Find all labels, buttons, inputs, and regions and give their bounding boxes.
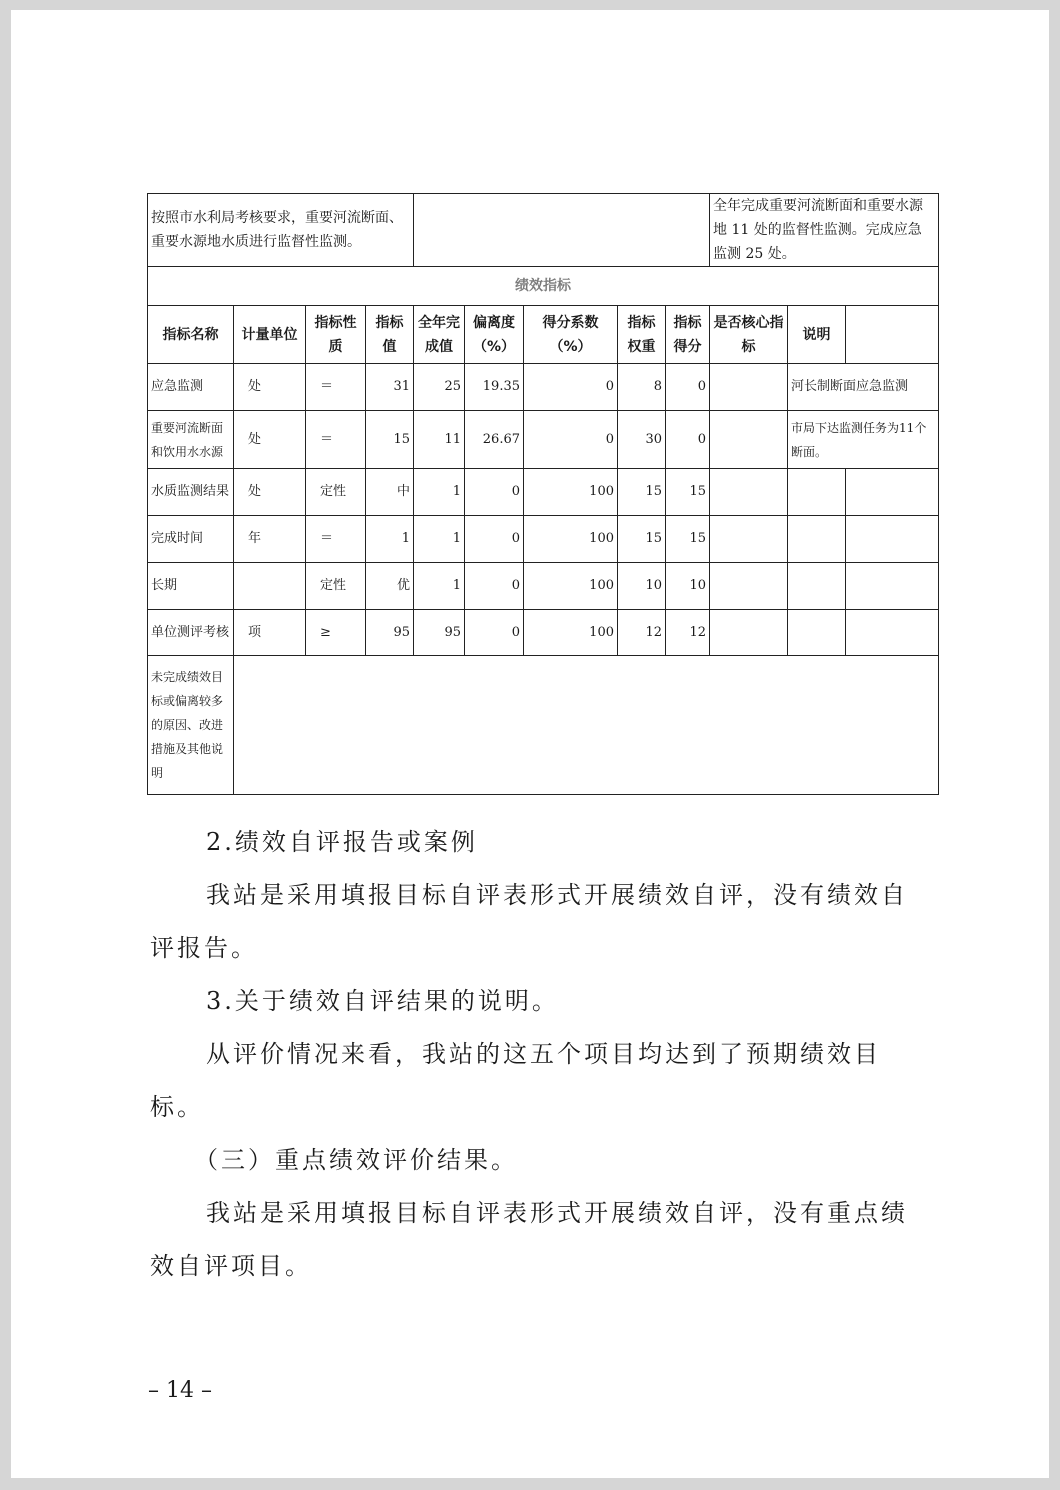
cell-score-coef: 100 bbox=[524, 610, 618, 656]
cell-score-coef: 100 bbox=[524, 563, 618, 610]
cell-core bbox=[710, 469, 788, 516]
col-header-unit: 计量单位 bbox=[234, 306, 306, 364]
cell-name: 长期 bbox=[148, 563, 234, 610]
col-header-score: 指标得分 bbox=[666, 306, 710, 364]
table-row bbox=[148, 656, 939, 795]
cell-actual: 1 bbox=[414, 469, 465, 516]
cell-name: 重要河流断面和饮用水水源 bbox=[148, 411, 234, 469]
cell-name: 单位测评考核 bbox=[148, 610, 234, 656]
cell-score-coef: 0 bbox=[524, 411, 618, 469]
cell-deviation: 0 bbox=[465, 469, 524, 516]
cell-unit: 处 bbox=[234, 469, 306, 516]
cell-deviation: 19.35 bbox=[465, 364, 524, 411]
body-text bbox=[150, 816, 920, 1293]
cell-score-coef: 100 bbox=[524, 469, 618, 516]
cell-nature: 定性 bbox=[306, 469, 366, 516]
cell-deviation: 0 bbox=[465, 563, 524, 610]
cell-score: 12 bbox=[666, 610, 710, 656]
table-row bbox=[148, 194, 939, 267]
cell-actual: 1 bbox=[414, 563, 465, 610]
cell-extra bbox=[846, 563, 939, 610]
cell-weight: 12 bbox=[618, 610, 666, 656]
cell-score: 15 bbox=[666, 469, 710, 516]
cell-name: 完成时间 bbox=[148, 516, 234, 563]
cell-remark bbox=[788, 516, 846, 563]
cell-unit: 处 bbox=[234, 411, 306, 469]
table-row bbox=[148, 516, 939, 563]
cell-nature: ＝ bbox=[306, 364, 366, 411]
col-header-remark: 说明 bbox=[788, 306, 846, 364]
col-header-target: 指标值 bbox=[366, 306, 414, 364]
paragraph: 我站是采用填报目标自评表形式开展绩效自评，没有重点绩效自评项目。 bbox=[150, 1199, 908, 1280]
cell-score: 0 bbox=[666, 364, 710, 411]
cell-extra bbox=[846, 516, 939, 563]
cell-remark: 市局下达监测任务为11个断面。 bbox=[788, 411, 939, 469]
cell-weight: 10 bbox=[618, 563, 666, 610]
cell-remark bbox=[788, 469, 846, 516]
table-row bbox=[148, 364, 939, 411]
col-header-core: 是否核心指标 bbox=[710, 306, 788, 364]
cell-remark bbox=[788, 610, 846, 656]
paragraph: 从评价情况来看，我站的这五个项目均达到了预期绩效目标。 bbox=[150, 1040, 881, 1121]
cell-nature: ＝ bbox=[306, 411, 366, 469]
footer-label: 未完成绩效目标或偏离较多的原因、改进措施及其他说明 bbox=[148, 656, 234, 795]
table-row bbox=[148, 469, 939, 516]
cell-weight: 15 bbox=[618, 469, 666, 516]
table-row bbox=[148, 411, 939, 469]
goal-blank bbox=[414, 194, 710, 267]
col-header-actual: 全年完成值 bbox=[414, 306, 465, 364]
cell-score: 10 bbox=[666, 563, 710, 610]
cell-unit: 处 bbox=[234, 364, 306, 411]
cell-unit bbox=[234, 563, 306, 610]
cell-core bbox=[710, 364, 788, 411]
col-header-score-coef: 得分系数（%） bbox=[524, 306, 618, 364]
goal-description: 按照市水利局考核要求，重要河流断面、重要水源地水质进行监督性监测。 bbox=[148, 194, 414, 267]
paragraph: 我站是采用填报目标自评表形式开展绩效自评，没有绩效自评报告。 bbox=[150, 881, 908, 962]
cell-nature: 定性 bbox=[306, 563, 366, 610]
cell-deviation: 26.67 bbox=[465, 411, 524, 469]
cell-target: 中 bbox=[366, 469, 414, 516]
section-heading: 2.绩效自评报告或案例 bbox=[206, 828, 478, 856]
header-row bbox=[148, 306, 939, 364]
cell-weight: 15 bbox=[618, 516, 666, 563]
cell-weight: 8 bbox=[618, 364, 666, 411]
col-header-nature: 指标性质 bbox=[306, 306, 366, 364]
header-blank-cell bbox=[846, 306, 939, 364]
cell-score: 15 bbox=[666, 516, 710, 563]
cell-deviation: 0 bbox=[465, 516, 524, 563]
cell-actual: 95 bbox=[414, 610, 465, 656]
cell-core bbox=[710, 610, 788, 656]
cell-core bbox=[710, 411, 788, 469]
section-title: 绩效指标 bbox=[148, 267, 939, 306]
cell-extra bbox=[846, 610, 939, 656]
performance-table bbox=[147, 193, 939, 795]
cell-deviation: 0 bbox=[465, 610, 524, 656]
cell-remark bbox=[788, 563, 846, 610]
cell-actual: 1 bbox=[414, 516, 465, 563]
footer-value bbox=[234, 656, 939, 795]
cell-nature: ＝ bbox=[306, 516, 366, 563]
cell-target: 95 bbox=[366, 610, 414, 656]
cell-actual: 11 bbox=[414, 411, 465, 469]
cell-name: 水质监测结果 bbox=[148, 469, 234, 516]
cell-score-coef: 100 bbox=[524, 516, 618, 563]
cell-name: 应急监测 bbox=[148, 364, 234, 411]
table-row bbox=[148, 267, 939, 306]
cell-target: 优 bbox=[366, 563, 414, 610]
cell-core bbox=[710, 516, 788, 563]
cell-unit: 年 bbox=[234, 516, 306, 563]
cell-unit: 项 bbox=[234, 610, 306, 656]
cell-score: 0 bbox=[666, 411, 710, 469]
col-header-name: 指标名称 bbox=[148, 306, 234, 364]
cell-target: 1 bbox=[366, 516, 414, 563]
cell-target: 31 bbox=[366, 364, 414, 411]
cell-remark: 河长制断面应急监测 bbox=[788, 364, 939, 411]
cell-score-coef: 0 bbox=[524, 364, 618, 411]
cell-weight: 30 bbox=[618, 411, 666, 469]
section-heading: （三）重点绩效评价结果。 bbox=[194, 1146, 518, 1174]
goal-completion: 全年完成重要河流断面和重要水源地 11 处的监督性监测。完成应急监测 25 处。 bbox=[710, 194, 939, 267]
col-header-deviation: 偏离度（%） bbox=[465, 306, 524, 364]
col-header-weight: 指标权重 bbox=[618, 306, 666, 364]
cell-core bbox=[710, 563, 788, 610]
table-row bbox=[148, 563, 939, 610]
cell-nature: ≥ bbox=[306, 610, 366, 656]
cell-extra bbox=[846, 469, 939, 516]
cell-target: 15 bbox=[366, 411, 414, 469]
section-heading: 3.关于绩效自评结果的说明。 bbox=[206, 987, 559, 1015]
table-row bbox=[148, 610, 939, 656]
page-number: – 14 – bbox=[148, 1378, 212, 1403]
cell-actual: 25 bbox=[414, 364, 465, 411]
